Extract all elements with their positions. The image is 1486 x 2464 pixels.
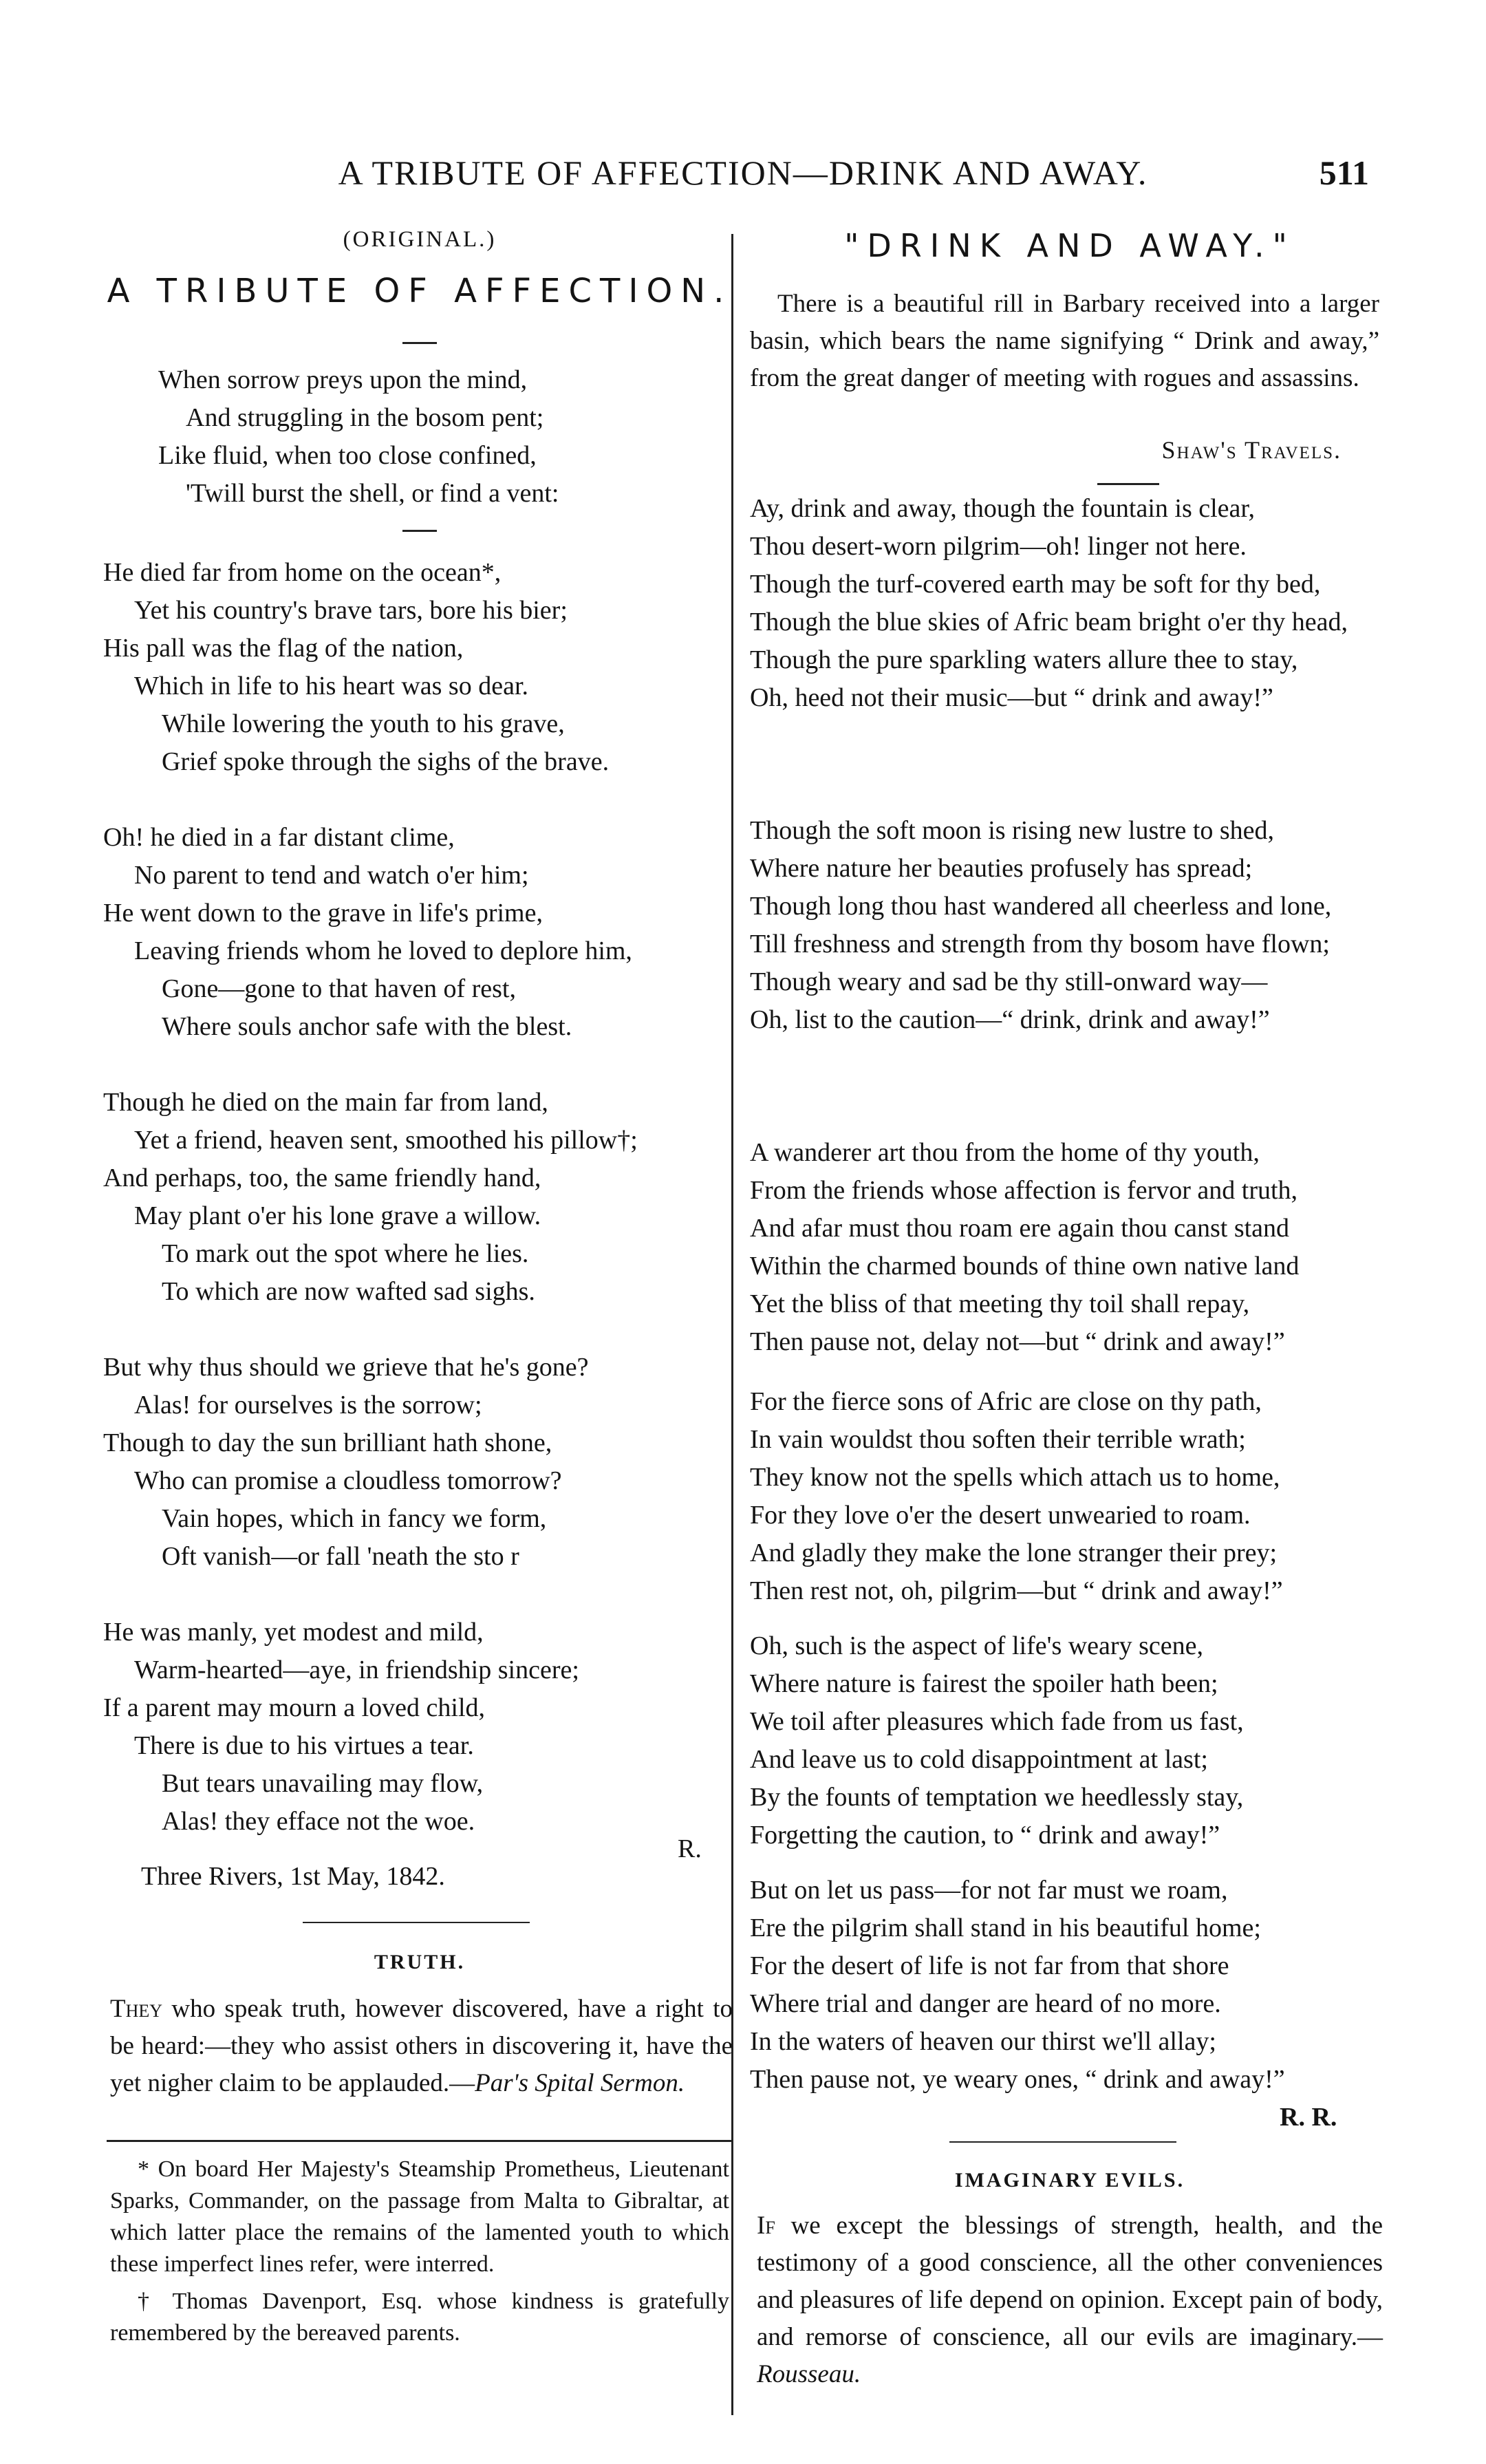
verse-line: They know not the spells which attach us to home, (750, 1463, 1280, 1492)
verse-line: No parent to tend and watch o'er him; (134, 861, 529, 890)
verse-line: But on let us pass—for not far must we roam, (750, 1876, 1228, 1905)
verse-line: Though long thou hast wandered all cheerless and lone, (750, 892, 1332, 921)
title-rule (402, 342, 437, 344)
epigraph-rule (402, 530, 437, 532)
verse-line: Oh, list to the caution—“ drink, drink and away!” (750, 1005, 1270, 1034)
drink-stanza-5 (750, 1627, 1383, 1854)
verse-line: Oh, heed not their music—but “ drink and away!” (750, 683, 1273, 712)
footnote-rule (107, 2140, 733, 2142)
verse-line: Where souls anchor safe with the blest. (162, 1012, 572, 1041)
dateline: Three Rivers, 1st May, 1842. (141, 1862, 445, 1891)
verse-line: Where nature is fairest the spoiler hath been; (750, 1669, 1218, 1698)
verse-line: He was manly, yet modest and mild, (103, 1618, 484, 1647)
truth-lead: They (110, 1995, 163, 2023)
verse-line: From the friends whose affection is fervor and truth, (750, 1176, 1298, 1205)
verse-line: Then rest not, oh, pilgrim—but “ drink and away!” (750, 1576, 1283, 1605)
verse-line: Though he died on the main far from land, (103, 1088, 548, 1117)
evils-paragraph (757, 2207, 1383, 2393)
verse-line: For the fierce sons of Afric are close on thy path, (750, 1387, 1262, 1416)
verse-line: Ere the pilgrim shall stand in his beautiful home; (750, 1914, 1261, 1942)
original-label: (ORIGINAL.) (343, 227, 497, 252)
truth-text: who speak truth, however discovered, have a right to be heard:—they who assist others in discovering it, have the yet nigher claim to be applauded.— (110, 1995, 733, 2097)
verse-line: And perhaps, too, the same friendly hand, (103, 1164, 541, 1192)
verse-line: He went down to the grave in life's prime, (103, 899, 543, 928)
intro-rule (1097, 483, 1159, 485)
verse-line: To mark out the spot where he lies. (162, 1239, 529, 1268)
section-rule (949, 2141, 1176, 2143)
verse-line: In vain wouldst thou soften their terrible wrath; (750, 1425, 1246, 1454)
evils-lead: If (757, 2211, 775, 2240)
verse-line: Leaving friends whom he loved to deplore him, (134, 936, 632, 965)
truth-source: Par's Spital Sermon. (475, 2069, 685, 2097)
drink-intro: There is a beautiful rill in Barbary received into a larger basin, which bears the name signifying “ Drink and away,” from the great danger of meeting with rogues and assassins. (750, 290, 1379, 392)
verse-line: Grief spoke through the sighs of the brave. (162, 747, 610, 776)
drink-stanza-4 (750, 1383, 1383, 1610)
verse-line: Oft vanish—or fall 'neath the sto r (162, 1542, 519, 1571)
footnotes (110, 2154, 729, 2349)
drink-signature: R. R. (1280, 2103, 1337, 2132)
verse-line: Warm-hearted—aye, in friendship sincere; (134, 1656, 579, 1684)
verse-line: And leave us to cold disappointment at last; (750, 1745, 1208, 1774)
verse-line: And afar must thou roam ere again thou canst stand (750, 1214, 1290, 1243)
stanza-3 (103, 1084, 638, 1311)
verse-line: A wanderer art thou from the home of thy youth, (750, 1138, 1260, 1167)
verse-line: Yet his country's brave tars, bore his bier; (134, 596, 568, 625)
verse-line: While lowering the youth to his grave, (162, 709, 565, 738)
verse-line: Then pause not, delay not—but “ drink and away!” (750, 1327, 1285, 1356)
drink-stanza-6 (750, 1872, 1383, 2099)
verse-line: Ay, drink and away, though the fountain is clear, (750, 494, 1256, 523)
page-number: 511 (1319, 153, 1369, 192)
stanza-5 (103, 1614, 579, 1841)
verse-line: May plant o'er his lone grave a willow. (134, 1201, 541, 1230)
epigraph (158, 361, 559, 513)
verse-line: Though the blue skies of Afric beam bright o'er thy head, (750, 608, 1348, 636)
verse-line: Thou desert-worn pilgrim—oh! linger not here. (750, 532, 1247, 561)
verse-line: Who can promise a cloudless tomorrow? (134, 1466, 562, 1495)
section-rule (303, 1922, 530, 1923)
drink-stanza-1 (750, 490, 1383, 717)
verse-line: Where nature her beauties profusely has spread; (750, 854, 1253, 883)
verse-line: Though the soft moon is rising new lustre to shed, (750, 816, 1275, 845)
verse-line: We toil after pleasures which fade from us fast, (750, 1707, 1244, 1736)
verse-line: Vain hopes, which in fancy we form, (162, 1504, 547, 1533)
truth-heading: TRUTH. (374, 1951, 466, 1973)
verse-line: For they love o'er the desert unwearied to roam. (750, 1501, 1251, 1530)
drink-stanza-2 (750, 812, 1383, 1039)
verse-line: Within the charmed bounds of thine own native land (750, 1252, 1300, 1281)
epigraph-line: 'Twill burst the shell, or find a vent: (186, 479, 559, 508)
truth-paragraph (110, 1991, 733, 2102)
evils-text: we except the blessings of strength, health, and the testimony of a good conscience, all the other conveniences and pleasures of life depend on opinion. Except pain of body, and remorse of conscience, all our evils are imaginary.— (757, 2211, 1383, 2351)
verse-line: Though weary and sad be thy still-onward way— (750, 967, 1268, 996)
verse-line: Where trial and danger are heard of no more. (750, 1989, 1221, 2018)
verse-line: Alas! for ourselves is the sorrow; (134, 1391, 482, 1420)
verse-line: Forgetting the caution, to “ drink and away!” (750, 1821, 1220, 1850)
verse-line: Though the turf-covered earth may be soft for thy bed, (750, 570, 1321, 599)
stanza-1 (103, 554, 609, 781)
verse-line: For the desert of life is not far from that shore (750, 1951, 1229, 1980)
verse-line: If a parent may mourn a loved child, (103, 1693, 486, 1722)
epigraph-line: When sorrow preys upon the mind, (158, 365, 528, 394)
verse-line: His pall was the flag of the nation, (103, 634, 464, 663)
verse-line: Oh! he died in a far distant clime, (103, 823, 455, 852)
running-title: A TRIBUTE OF AFFECTION—DRINK AND AWAY. (338, 153, 1148, 192)
stanza-2 (103, 819, 632, 1046)
verse-line: There is due to his virtues a tear. (134, 1731, 474, 1760)
verse-line: To which are now wafted sad sighs. (162, 1277, 535, 1306)
epigraph-line: Like fluid, when too close confined, (158, 441, 537, 470)
evils-heading: IMAGINARY EVILS. (954, 2169, 1185, 2192)
drink-title: "DRINK AND AWAY." (844, 227, 1295, 264)
drink-stanza-3 (750, 1134, 1383, 1361)
stanza-4 (103, 1349, 589, 1576)
verse-line: Though the pure sparkling waters allure thee to stay, (750, 645, 1298, 674)
verse-line: Though to day the sun brilliant hath shone, (103, 1428, 552, 1457)
verse-line: Which in life to his heart was so dear. (134, 672, 529, 700)
verse-line: Gone—gone to that haven of rest, (162, 974, 516, 1003)
footnote-2: † Thomas Davenport, Esq. whose kindness is gratefully remembered by the bereaved parents. (110, 2289, 729, 2346)
verse-line: Oh, such is the aspect of life's weary scene, (750, 1631, 1203, 1660)
epigraph-line: And struggling in the bosom pent; (186, 403, 544, 432)
verse-line: But why thus should we grieve that he's gone? (103, 1353, 589, 1382)
verse-line: In the waters of heaven our thirst we'll allay; (750, 2027, 1216, 2056)
verse-line: Yet a friend, heaven sent, smoothed his pillow†; (134, 1126, 638, 1155)
verse-line: He died far from home on the ocean*, (103, 558, 502, 587)
verse-line: Alas! they efface not the woe. (162, 1807, 475, 1836)
verse-line: Then pause not, ye weary ones, “ drink and away!” (750, 2065, 1285, 2094)
verse-line: Yet the bliss of that meeting thy toil shall repay, (750, 1289, 1250, 1318)
intro-source: Shaw's Travels. (1161, 436, 1342, 464)
verse-line: And gladly they make the lone stranger their prey; (750, 1539, 1278, 1567)
verse-line: By the founts of temptation we heedlessly stay, (750, 1783, 1244, 1812)
footnote-1: * On board Her Majesty's Steamship Prometheus, Lieutenant Sparks, Commander, on the passage from Malta to Gibraltar, at which latter place the remains of the lamented youth to which these imperfect lines refer, were interred. (110, 2156, 729, 2277)
verse-line: Till freshness and strength from thy bosom have flown; (750, 930, 1330, 958)
verse-line: But tears unavailing may flow, (162, 1769, 484, 1798)
evils-source: Rousseau. (757, 2360, 861, 2388)
poem-signature: R. (678, 1834, 702, 1863)
poem-title: A TRIBUTE OF AFFECTION. (107, 272, 733, 310)
